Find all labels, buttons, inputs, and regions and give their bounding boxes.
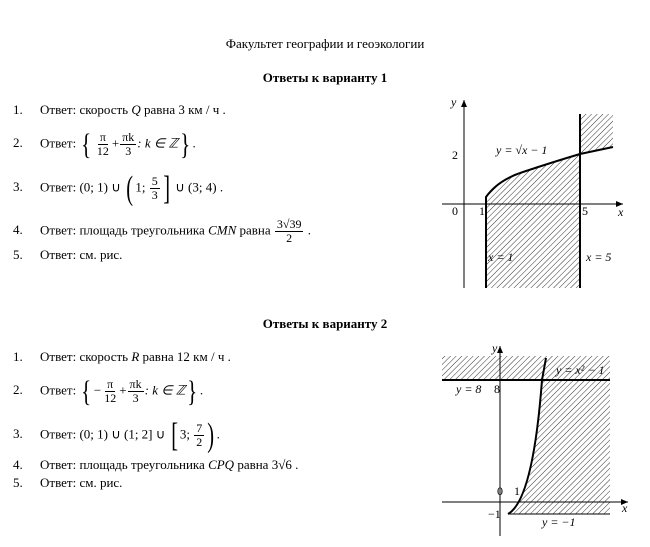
- v2-y-label: y: [492, 341, 498, 355]
- variant1-title: Ответы к варианту 1: [262, 70, 388, 85]
- v2-tick-m1: −1: [488, 507, 501, 521]
- v1-y-label: y: [451, 95, 457, 109]
- v1-answer-5: 5. Ответ: см. рис.: [13, 247, 123, 262]
- v2-origin-label: 0: [497, 484, 503, 498]
- v2-linem1-label: y = −1: [542, 515, 576, 529]
- v1-curve-label: y = √x − 1: [496, 143, 548, 157]
- v2-tick-8: 8: [494, 382, 500, 396]
- v1-answer-1: 1. Ответ: скорость Q равна 3 км / ч .: [13, 102, 226, 117]
- v1-answer-2: 2. Ответ: { $\frac{\pi}{12}$ + $\frac{\pi k}{3}$ : k ∈ ℤ} .: [13, 127, 196, 161]
- v1-x-label: x: [618, 205, 624, 219]
- v2-curve-label: y = x² − 1: [556, 363, 605, 377]
- v2-answer-1: 1. Ответ: скорость R равна 12 км / ч .: [13, 349, 231, 364]
- v2-answer-3: 3. Ответ: (0; 1) ∪ (1; 2] ∪ [ 3; $\frac{7}{2}$ ) .: [13, 416, 220, 454]
- v2-graph: [438, 340, 643, 540]
- v2-answer-5: 5. Ответ: см. рис.: [13, 475, 123, 490]
- v2-line8-label: y = 8: [456, 382, 482, 396]
- v1-line5-label: x = 5: [586, 250, 612, 264]
- v1-line1-label: x = 1: [488, 250, 514, 264]
- v1-graph: [438, 92, 638, 292]
- v1-shaded-region-lower: [486, 154, 580, 288]
- v1-tick-1: 1: [479, 204, 485, 218]
- v2-x-label: x: [622, 501, 628, 515]
- v2-answer-4: 4. Ответ: площадь треугольника CPQ равна 3√6 .: [13, 457, 299, 472]
- v1-answer-3: 3. Ответ: (0; 1) ∪ ( 1; $\frac{5}{3}$ ] ∪ (3; 4) .: [13, 169, 224, 207]
- v2-tick-1: 1: [514, 484, 520, 498]
- v1-tick-5: 5: [582, 204, 588, 218]
- faculty-title: Факультет географии и геоэкологии: [225, 36, 425, 51]
- v1-answer-4: 4. Ответ: площадь треугольника CMN равна $\frac{3√39}{2}$ .: [13, 217, 311, 245]
- v1-tick-2: 2: [452, 148, 458, 162]
- v2-answer-2: 2. Ответ: { − $\frac{\pi}{12}$ + $\frac{\pi k}{3}$ : k ∈ ℤ} .: [13, 374, 204, 408]
- variant2-title: Ответы к варианту 2: [262, 316, 388, 331]
- v1-origin-label: 0: [452, 204, 458, 218]
